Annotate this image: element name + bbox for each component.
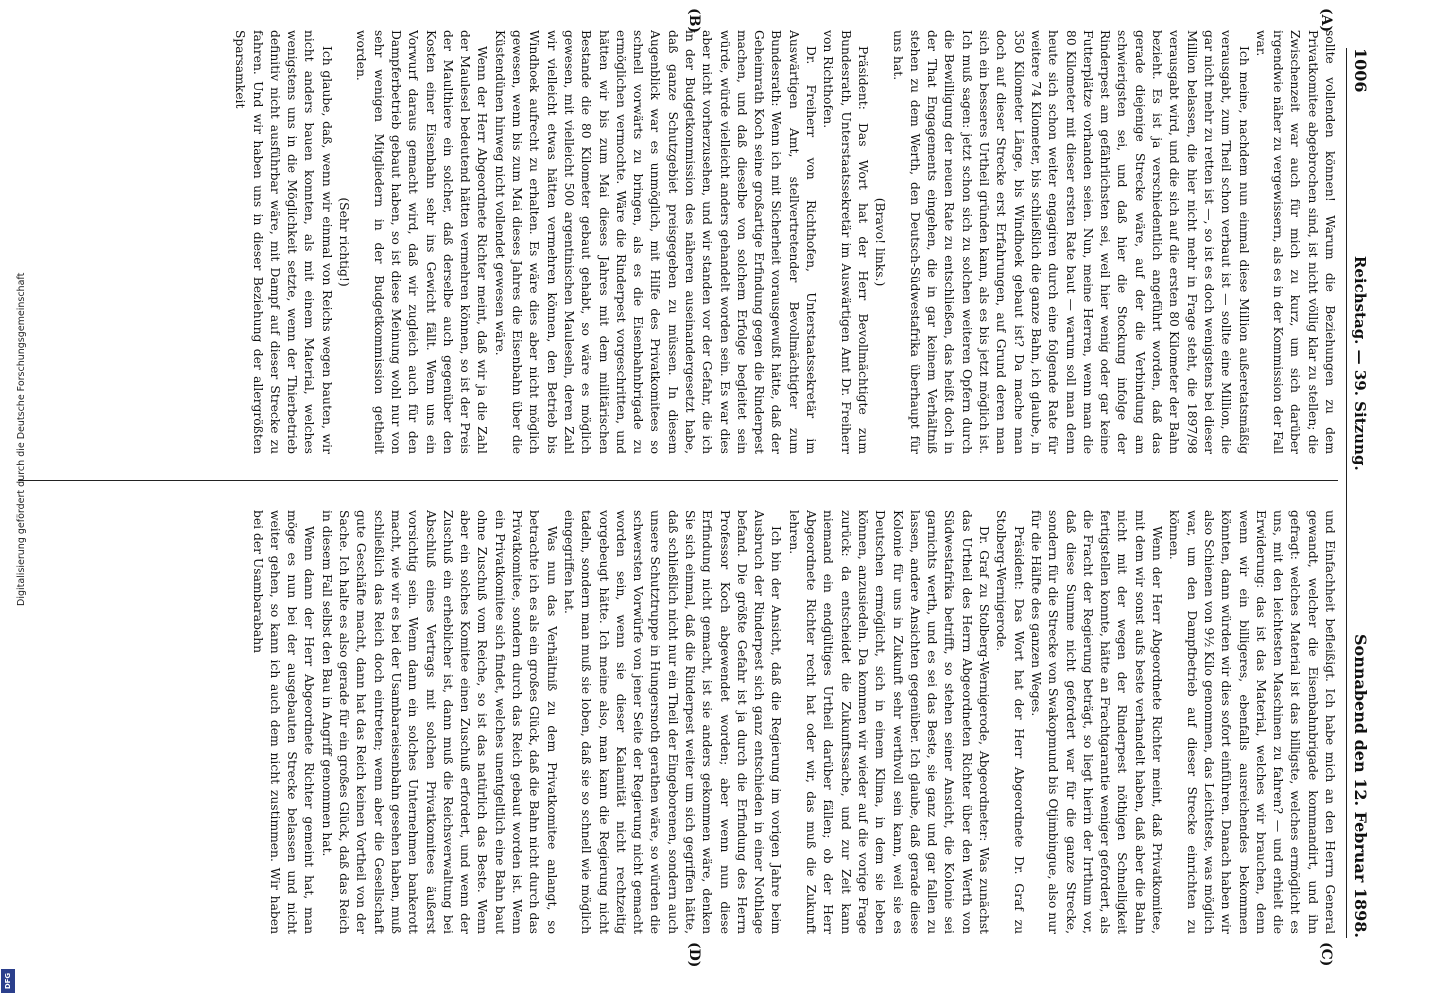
page-header: [1346, 48, 1380, 938]
left-column: [18, 30, 1338, 454]
paragraph: sollte vollenden können! Warum die Beziehungen zu dem Privatkomitee abgebrochen sind, ist nicht völlig klar zu stellen; die Zwischenzeit war auch für mich zu kurz, um sich darüber irgendwie näher zu vergewissern, als es in der Kommission der Fall war.: [1253, 30, 1337, 454]
margin-marker-c: (C): [1318, 942, 1334, 967]
dfg-logo-text: DFG: [4, 972, 12, 990]
margin-marker-d: (D): [686, 942, 702, 968]
interjection: (Sehr richtig!): [337, 197, 352, 287]
paragraph: Wenn dann der Herr Abgeordnete Richter gemeint hat, man möge es nun bei der ausgebauten Strecke belassen und nicht weiter gehen, so kann ich auch dem nicht zustimmen. Wir haben bei der Usambarabahn: [250, 510, 317, 934]
dfg-logo: [1, 969, 15, 993]
page-date: Sonnabend den 12. Februar 1898.: [1351, 634, 1370, 938]
digitization-footer: [0, 0, 27, 1000]
page-number: 1006: [1351, 48, 1370, 93]
page-title: Reichstag. — 39. Sitzung.: [1351, 255, 1369, 471]
column-divider: [18, 480, 1338, 481]
footer-credit: Digitalisierung gefördert durch die Deutsche Forschungsgemeinschaft: [16, 272, 27, 606]
speaker-paragraph: Dr. Graf zu Stolberg-Wernigerode, Abgeordneter: Was zunächst das Urtheil des Herrn Abgeordneten Richter über den Werth von Südwestafrika betrifft, so stehen seiner Ansicht, die Kolonie sei garnichts werth, und es sei das Beste, sie ganz und gar fallen zu lassen, andere Ansichten gegenüber. Ich glaube, daß gerade diese Kolonie für uns in Zukunft sehr werthvoll sein kann, weil sie es Deutschen ermöglicht, sich in einem Klima, in dem sie leben können, anzusiedeln. Da kommen wir wieder auf die vorige Frage zurück: da entscheidet die Zukunftssache, und zur Zeit kann niemand ein endgültiges Urtheil darüber fällen; ob der Herr Abgeordnete Richter recht hat oder wir, das muß die Zukunft lehren.: [786, 510, 992, 934]
paragraph: Ich bin der Ansicht, daß die Regierung im vorigen Jahre beim Ausbruch der Rinderpest sich ganz entschieden in einer Nothlage befand. Die größte Gefahr ist ja durch die Erfindung des Herrn Professor Koch abgewendet worden; aber wenn nun diese Erfindung nicht gemacht, ist sie anders gekommen wäre, denken Sie sich einmal, daß die Rinderpest weiter um sich gegriffen hätte, daß schließlich nicht nur ein Theil der Eingeborenen, sondern auch unsere Schutztruppe in Hungersnoth gerathen wäre, so würden die schwersten Vorwürfe von jener Seite der Regierung nicht gemacht worden sein, wenn sie dieser Kalamität nicht rechtzeitig vorgebeugt hätte. Ich meine also, man kann die Regierung nicht tadeln, sondern man muß sie loben, daß sie so schnell wie möglich eingegriffen hat.: [561, 510, 784, 934]
interjection: (Bravo! links.): [873, 197, 888, 287]
right-column: [18, 510, 1338, 934]
paragraph: Was nun das Verhältniß zu dem Privatkomitee anlangt, so betrachte ich es als ein großes Glück, daß die Bahn nicht durch das Privatkomitee, sondern durch das Reich gebaut worden ist. Wenn ein Privatkomitee sich findet, welches unentgeltlich eine Bahn baut ohne Zuschuß vom Reiche, so ist das natürlich das Beste. Wenn aber ein solches Komitee einen Zuschuß erfordert, und wenn der Zuschuß ein erheblicher ist, dann muß die Reichsverwaltung bei Abschluß eines Vertrags mit solchen Privatkomitees äußerst vorsichtig sein. Wenn dann ein solches Unternehmen bankerott macht, wie wir es bei der Usambaraeisenbahn gesehen haben, muß schließlich das Reich doch eintreten; wenn aber die Gesellschaft gute Geschäfte macht, dann hat das Reich keinen Vortheil von der Sache. Ich halte es also gerade für ein großes Glück, daß das Reich in diesem Fall selbst den Bau in Angriff genommen hat.: [319, 510, 559, 934]
paragraph: Ich meine, nachdem nun einmal diese Million außeretatsmäßig verausgabt, zum Theil schon verbaut ist — sollte eine Million, die gar nicht mehr zu retten ist —, so ist es doch wenigstens bei dieser Million belassen, die hier nicht mehr in Frage steht, die 1897/98 verausgabt wird, und die sich auf die ersten 80 Kilometer der Bahn bezieht. Es ist ja verschiedentlich angeführt worden, daß das gerade diejenige Strecke wäre, auf der die Verbindung am schwierigsten sei, und daß hier die Stockung infolge der Rinderpest am gefährlichsten sei, weil hier wenig oder gar keine Futterplätze vorhanden seien. Nun, meine Herren, wenn man die 80 Kilometer mit dieser ersten Rate baut — warum soll man denn heute sich schon weiter engagiren durch eine folgende Rate für weitere 74 Kilometer, bis schließlich die ganze Bahn, ich glaube, in 350 Kilometer Länge, bis Windhoek gebaut ist? Da mache man doch auf dieser Strecke erst Erfahrungen, auf Grund deren man sich ein besseres Urtheil gründen kann, als es bis jetzt möglich ist. Ich muß sagen: jetzt schon sich zu solchen weiteren Opfern durch die Bewilligung der neuen Rate zu entschließen, das heißt doch in der That Engagements eingehen, die in gar keinem Verhältniß stehen zu dem Werth, den Deutsch-Südwestafrika überhaupt für uns hat.: [890, 30, 1251, 454]
margin-marker-b: (B): [686, 8, 702, 34]
paragraph: Ich glaube, daß, wenn wir einmal von Reichs wegen bauten, wir nicht anders bauen konnten, als mit einem Material, welches wenigstens uns in die Möglichkeit setzte, wenn der Thierbetrieb definitiv nicht ausführbar wäre, mit Dampf auf dieser Strecke zu fahren. Und wir haben uns in dieser Beziehung der allergrößten Sparsamkeit: [233, 30, 334, 454]
paragraph: Wenn der Herr Abgeordnete Richter meint, daß Privatkomitee, mit dem wir sonst aufs beste verhandelt haben, daß aber die Bahn nicht mit der wegen der Rinderpest nöthigen Schnelligkeit fertigstellen konnte, hätte an Frachtgarantie weniger gefordert, als die Fracht der Regierung beträgt, so liegt hierin der Irrthum vor, daß diese Summe nicht gefordert war für die ganze Strecke, sondern für die Strecke von Swakopmund bis Otjimbingue, also nur für die Hälfte des ganzen Weges.: [1028, 510, 1165, 934]
speaker-paragraph: Dr. Freiherr von Richthofen, Unterstaatssekretär im Auswärtigen Amt, stellvertretender Bevollmächtigter zum Bundesrath: Wenn ich mit Sicherheit vorausgewußt hätte, daß der Geheimrath Koch seine großartige Erfindung gegen die Rinderpest machen, und daß dieselbe von solchem Erfolge begleitet sein würde, würde vielleicht anders gehandelt worden sein. Es war dies aber nicht vorherzusehen, und wir standen vor der Gefahr, die ich in der Budgetkommission des näheren auseinandergesetzt habe, daß ganze Schutzgebiet preisgegeben zu müssen. In diesem Augenblick war es unmöglich, mit Hilfe des Privatkomitees so schnell vorwärts zu bringen, als es die Eisenbahnbrigade zu ermöglichen vermochte. Wäre die Rinderpest vorgeschritten, und hätten wir bis zum Mai dieses Jahres mit dem militärischen Bestande die 80 Kilometer gebaut gehabt, so wäre es möglich gewesen, mit vielleicht 500 argentinischen Mauleseln, deren Zahl wir vielleicht etwas hätten vermehren können, den Betrieb bis Windhoek aufrecht zu erhalten. Es wäre dies aber nicht möglich gewesen, wenn bis zum Mai dieses Jahres die Eisenbahn über die Küstendünen hinweg nicht vollendet gewesen wäre.: [492, 30, 819, 454]
paragraph: und Einfachheit befleißigt. Ich habe mich an den Herrn General gewandt, welcher die Eisenbahnbrigade kommandirt, und ihn gefragt: welches Material ist das billigste, welches ermöglicht es uns, mit den leichtesten Maschinen zu fahren? — und erhielt die Erwiderung: das ist das Material, welches wir brauchen, denn wenn wir ein billigeres, ebenfalls ausreichendes bekommen könnten, dann würden wir dies sofort einführen. Danach haben wir also Schienen von 9½ Kilo genommen, das Leichteste, was möglich war, um den Dampfbetrieb auf dieser Strecke einrichten zu können.: [1167, 510, 1337, 934]
speaker-paragraph: Präsident: Das Wort hat der Herr Abgeordnete Dr. Graf zu Stolberg-Wernigerode.: [994, 510, 1026, 934]
margin-marker-a: (A): [1318, 8, 1334, 33]
paragraph: Wenn der Herr Abgeordnete Richter meint, daß wir ja die Zahl der Maulesel bedeutend hätten vermehren können, so ist der Preis der Maulthiere ein solcher, daß derselbe auch gegenüber den Kosten einer Eisenbahn sehr ins Gewicht fällt. Wenn uns ein Vorwurf daraus gemacht wird, daß wir zugleich auch für den Dampferbetrieb gebaut haben, so ist diese Meinung wohl nur von sehr wenigen Mitgliedern in der Budgetkommission getheilt worden.: [354, 30, 490, 454]
speaker-paragraph: Präsident: Das Wort hat der Herr Bevollmächtigte zum Bundesrath, Unterstaatssekretär im Auswärtigen Amt Dr. Freiherr von Richthofen.: [821, 30, 870, 454]
